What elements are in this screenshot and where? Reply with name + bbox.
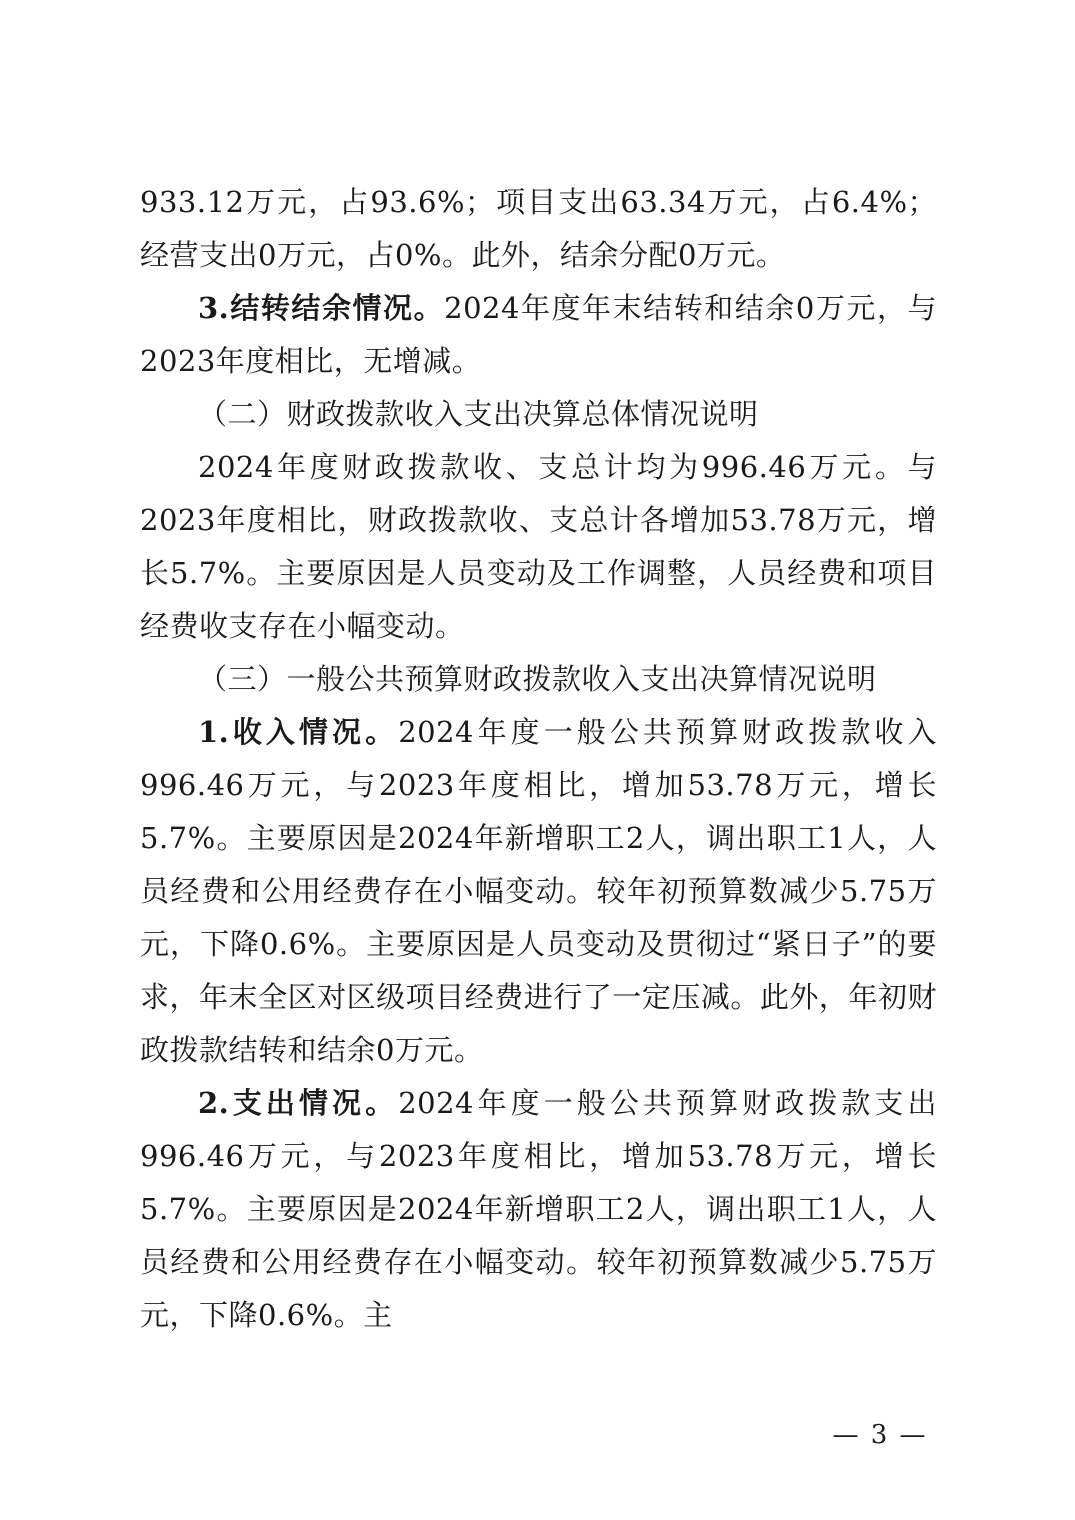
paragraph-lead: 1.收入情况。 — [198, 715, 399, 749]
paragraph-fiscal-overview — [140, 441, 937, 653]
paragraph-lead: 2.支出情况。 — [198, 1086, 399, 1120]
paragraph-text: 2024年度一般公共预算财政拨款收入996.46万元，与2023年度相比，增加53.78万元，增长5.7%。主要原因是2024年新增职工2人，调出职工1人，人员经费和公用经费存在小幅变动。较年初预算数减少5.75万元，下降0.6%。主要原因是人员变动及贯彻过“紧日子”的要求，年末全区对区级项目经费进行了一定压减。此外，年初财政拨款结转和结余0万元。 — [140, 715, 937, 1067]
page-number: — 3 — — [832, 1420, 928, 1450]
paragraph-income — [140, 706, 937, 1077]
section-heading-3 — [140, 653, 937, 706]
paragraph-text: 2024年度财政拨款收、支总计均为996.46万元。与2023年度相比，财政拨款收、支总计各增加53.78万元，增长5.7%。主要原因是人员变动及工作调整，人员经费和项目经费收支存在小幅变动。 — [140, 450, 937, 643]
document-body — [140, 176, 937, 1342]
paragraph-text: 2024年度一般公共预算财政拨款支出996.46万元，与2023年度相比，增加53.78万元，增长5.7%。主要原因是2024年新增职工2人，调出职工1人，人员经费和公用经费存在小幅变动。较年初预算数减少5.75万元，下降0.6%。主 — [140, 1086, 937, 1332]
heading-text: （二）财政拨款收入支出决算总体情况说明 — [198, 397, 759, 431]
heading-text: （三）一般公共预算财政拨款收入支出决算情况说明 — [198, 662, 877, 696]
section-heading-2 — [140, 388, 937, 441]
paragraph-expenditure-continued — [140, 176, 937, 282]
paragraph-lead: 3.结转结余情况。 — [198, 291, 445, 325]
paragraph-carryover — [140, 282, 937, 388]
paragraph-text: 933.12万元，占93.6%；项目支出63.34万元，占6.4%；经营支出0万元，占0%。此外，结余分配0万元。 — [140, 185, 937, 272]
paragraph-text: 2024年度年末结转和结余0万元，与2023年度相比，无增减。 — [140, 291, 937, 378]
paragraph-expenditure — [140, 1077, 937, 1342]
